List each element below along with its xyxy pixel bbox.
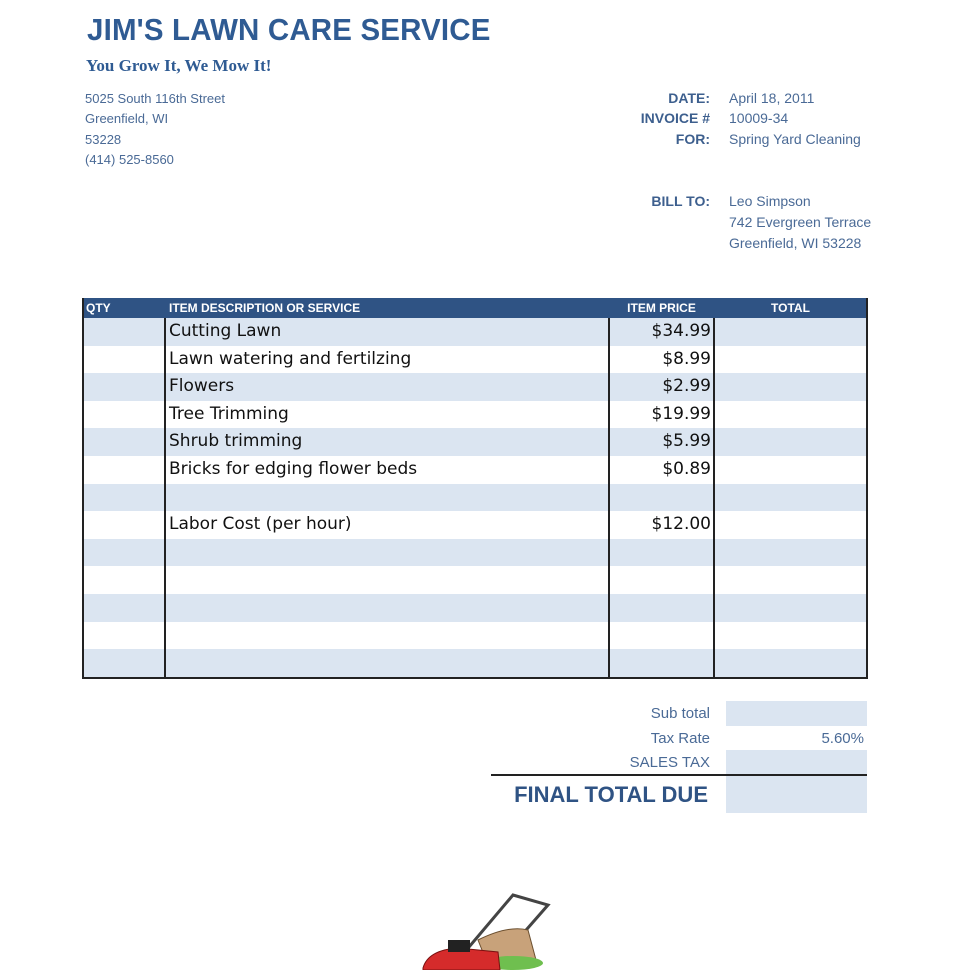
description-cell: Labor Cost (per hour) [166,511,610,539]
tax-rate-value: 5.60% [821,730,864,747]
price-cell: $0.89 [610,456,715,484]
table-row [84,318,866,346]
company-address-line: Greenfield, WI [85,111,169,126]
description-cell: Shrub trimming [166,428,610,456]
qty-cell [84,484,166,512]
table-row [84,484,866,512]
bill-to-city: Greenfield, WI 53228 [729,235,862,251]
total-cell [715,318,866,346]
for-value: Spring Yard Cleaning [729,131,861,147]
table-row [84,622,866,650]
price-cell: $12.00 [610,511,715,539]
price-cell: $8.99 [610,346,715,374]
line-items-table [82,298,868,679]
table-row [84,456,866,484]
qty-cell [84,428,166,456]
description-cell [166,484,610,512]
price-cell: $2.99 [610,373,715,401]
total-cell [715,456,866,484]
final-total-label: FINAL TOTAL DUE [514,782,708,807]
total-cell [715,401,866,429]
description-cell [166,539,610,567]
table-row [84,511,866,539]
price-cell [610,566,715,594]
tax-rate-label: Tax Rate [650,730,710,747]
total-cell [715,622,866,650]
total-cell [715,539,866,567]
invoice-number-value: 10009-34 [729,110,789,126]
qty-cell [84,566,166,594]
company-phone: (414) 525-8560 [85,152,174,167]
qty-cell [84,622,166,650]
header-price: ITEM PRICE [627,300,696,315]
total-cell [715,373,866,401]
price-cell [610,539,715,567]
price-cell [610,649,715,677]
lawn-mower-icon [418,890,553,970]
table-row [84,594,866,622]
total-cell [715,511,866,539]
sales-tax-and-total-cells [726,750,867,813]
description-cell [166,649,610,677]
total-cell [715,594,866,622]
table-row [84,346,866,374]
subtotal-cell [726,701,867,726]
company-address-line: 53228 [85,132,122,147]
total-divider [491,774,867,776]
description-cell: Lawn watering and fertilzing [166,346,610,374]
sales-tax-label: SALES TAX [629,754,710,771]
description-cell [166,622,610,650]
bill-to-street: 742 Evergreen Terrace [729,214,872,230]
table-row [84,566,866,594]
table-row [84,428,866,456]
qty-cell [84,539,166,567]
date-label: DATE: [668,90,710,106]
table-row [84,649,866,677]
company-address-line: 5025 South 116th Street [85,91,225,106]
date-value: April 18, 2011 [729,90,815,106]
for-label: FOR: [675,131,710,147]
company-name: JIM'S LAWN CARE SERVICE [87,12,491,47]
qty-cell [84,649,166,677]
qty-cell [84,373,166,401]
qty-cell [84,511,166,539]
price-cell [610,594,715,622]
qty-cell [84,401,166,429]
description-cell [166,566,610,594]
price-cell: $34.99 [610,318,715,346]
table-header [84,298,866,318]
description-cell: Bricks for edging flower beds [166,456,610,484]
qty-cell [84,346,166,374]
table-row [84,401,866,429]
total-cell [715,484,866,512]
total-cell [715,428,866,456]
qty-cell [84,594,166,622]
description-cell: Tree Trimming [166,401,610,429]
description-cell [166,594,610,622]
total-cell [715,566,866,594]
price-cell [610,484,715,512]
bill-to-name: Leo Simpson [729,193,811,209]
price-cell: $5.99 [610,428,715,456]
price-cell: $19.99 [610,401,715,429]
table-row [84,539,866,567]
header-total: TOTAL [771,301,810,315]
total-cell [715,346,866,374]
qty-cell [84,318,166,346]
company-tagline: You Grow It, We Mow It! [86,56,272,75]
table-row [84,373,866,401]
subtotal-label: Sub total [650,705,710,722]
table-body [84,318,866,677]
qty-cell [84,456,166,484]
price-cell [610,622,715,650]
invoice-number-label: INVOICE # [640,110,710,126]
header-qty: QTY [86,301,111,315]
bill-to-label: BILL TO: [651,193,710,209]
total-cell [715,649,866,677]
header-description: ITEM DESCRIPTION OR SERVICE [169,300,361,315]
description-cell: Cutting Lawn [166,318,610,346]
description-cell: Flowers [166,373,610,401]
